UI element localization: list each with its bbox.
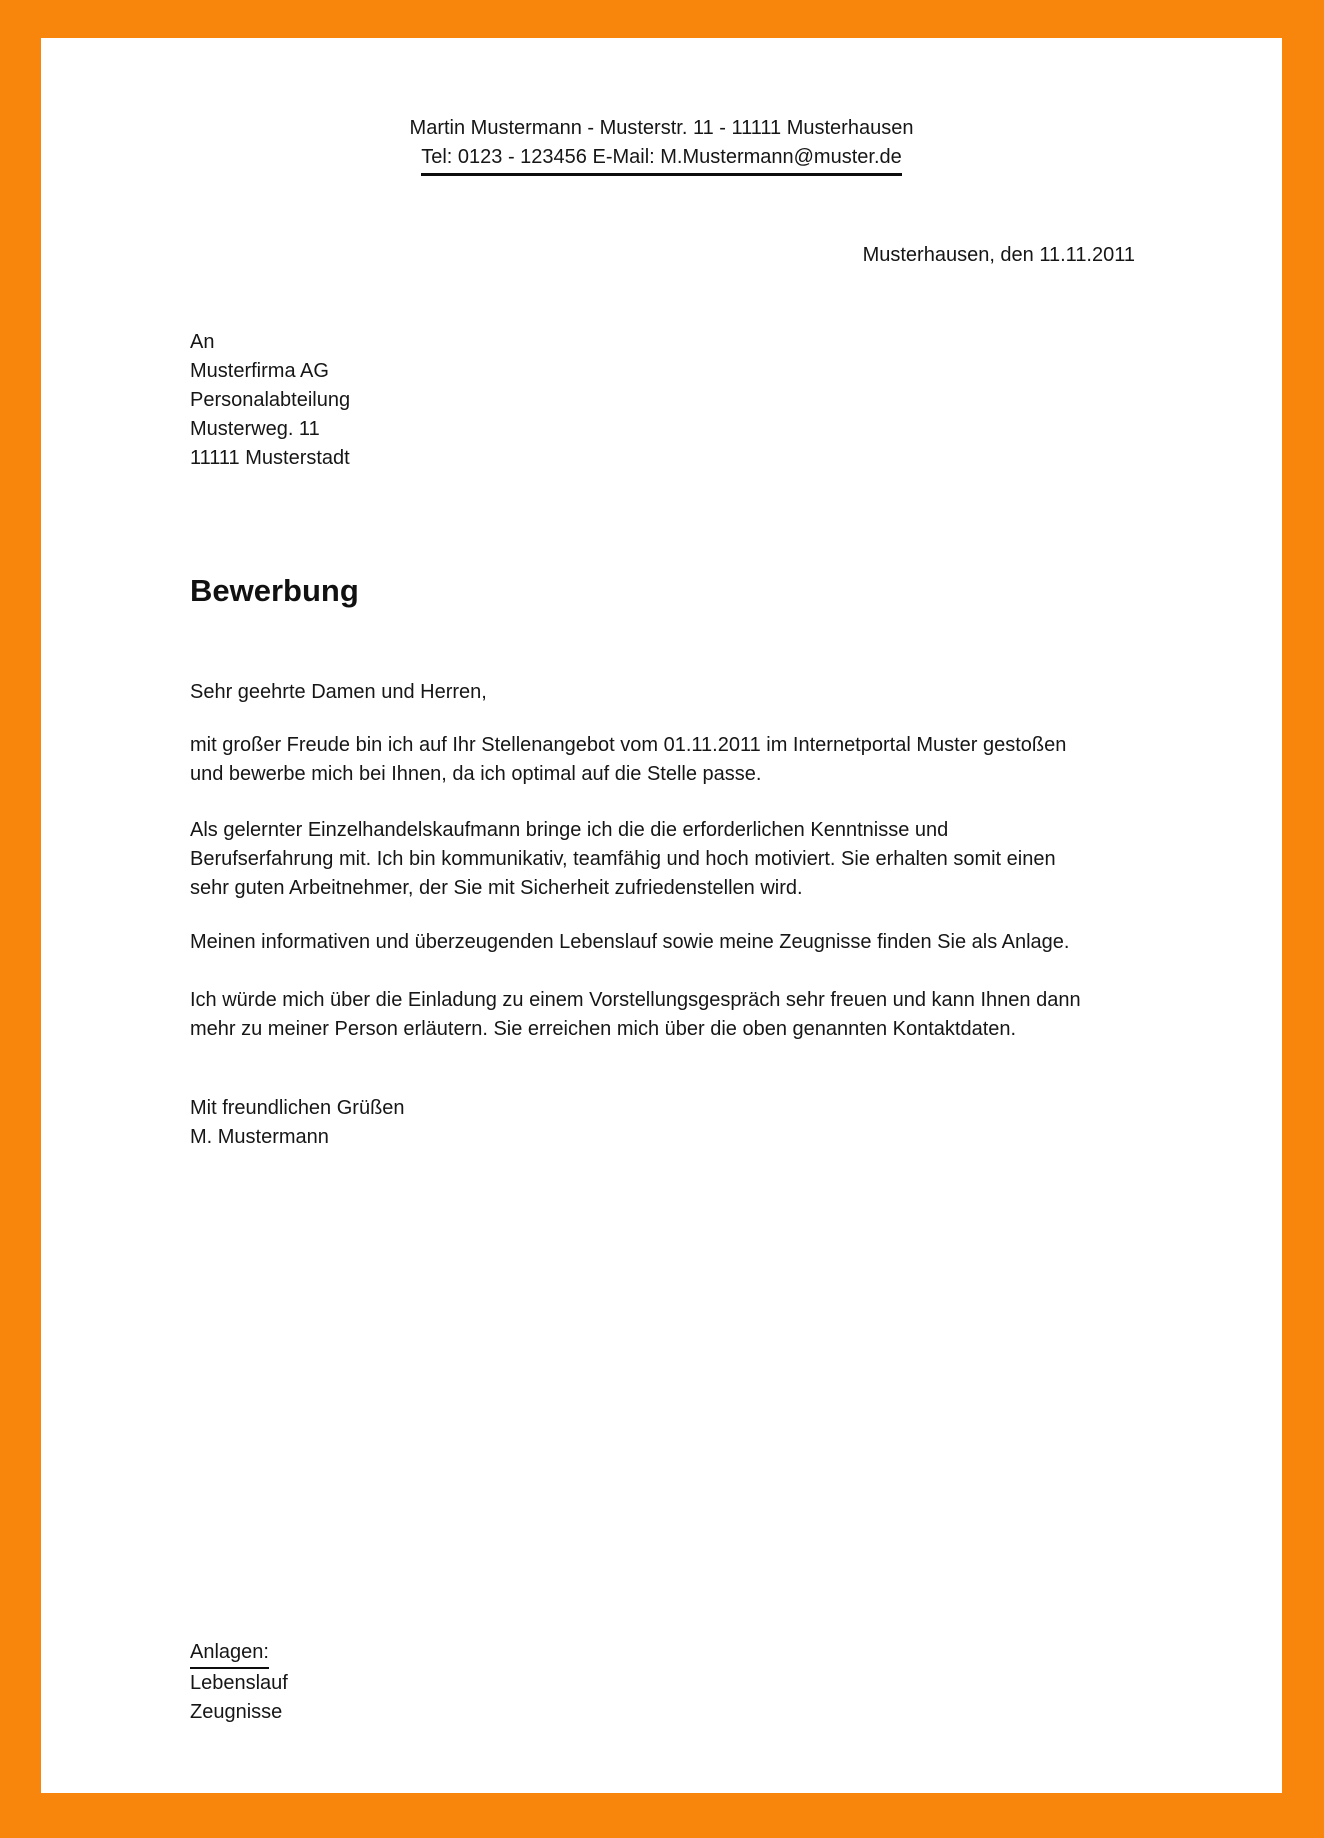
recipient-line: An [190, 331, 215, 353]
paragraph-line: mit großer Freude bin ich auf Ihr Stellenangebot vom 01.11.2011 im Internetportal Muster gestoßen [190, 734, 1067, 756]
recipient-line: Musterfirma AG [190, 360, 329, 382]
body-paragraph [190, 731, 1066, 789]
recipient-line: Personalabteilung [190, 389, 351, 411]
recipient-line: Musterweg. 11 [190, 418, 320, 440]
body-paragraph [190, 986, 1081, 1044]
date-line: Musterhausen, den 11.11.2011 [862, 244, 1135, 266]
enclosure-item: Lebenslauf [190, 1672, 288, 1694]
salutation: Sehr geehrte Damen und Herren, [190, 681, 487, 703]
enclosure-item: Zeugnisse [190, 1701, 283, 1723]
paragraph-line: und bewerbe mich bei Ihnen, da ich optimal auf die Stelle passe. [190, 763, 762, 785]
recipient-line: 11111 Musterstadt [190, 447, 350, 469]
body-paragraph [190, 928, 1069, 957]
recipient-address [190, 328, 350, 473]
subject-heading: Bewerbung [190, 573, 359, 608]
body-paragraph [190, 816, 1056, 903]
sender-contact-row [41, 143, 1282, 176]
enclosures-title-row [190, 1638, 288, 1669]
sender-address-line: Martin Mustermann - Musterstr. 11 - 11111 Musterhausen [409, 117, 914, 139]
paragraph-line: Als gelernter Einzelhandelskaufmann bringe ich die die erforderlichen Kenntnisse und [190, 819, 949, 841]
paragraph-line: Berufserfahrung mit. Ich bin kommunikativ, teamfähig und hoch motiviert. Sie erhalten somit einen [190, 848, 1056, 870]
closing-signature-name: M. Mustermann [190, 1126, 329, 1148]
closing-salute: Mit freundlichen Grüßen [190, 1097, 405, 1119]
letter-page [41, 38, 1282, 1793]
paragraph-line: sehr guten Arbeitnehmer, der Sie mit Sicherheit zufriedenstellen wird. [190, 877, 803, 899]
enclosures-block [190, 1638, 288, 1727]
closing-block [190, 1094, 405, 1152]
paragraph-line: mehr zu meiner Person erläutern. Sie erreichen mich über die oben genannten Kontaktdaten. [190, 1018, 1017, 1040]
paragraph-line: Ich würde mich über die Einladung zu einem Vorstellungsgespräch sehr freuen und kann Ihnen dann [190, 989, 1081, 1011]
enclosures-title: Anlagen: [190, 1638, 269, 1669]
sender-header [41, 114, 1282, 176]
paragraph-line: Meinen informativen und überzeugenden Lebenslauf sowie meine Zeugnisse finden Sie als Anlage. [190, 931, 1070, 953]
sender-contact-line: Tel: 0123 - 123456 E-Mail: M.Mustermann@muster.de [421, 143, 902, 176]
